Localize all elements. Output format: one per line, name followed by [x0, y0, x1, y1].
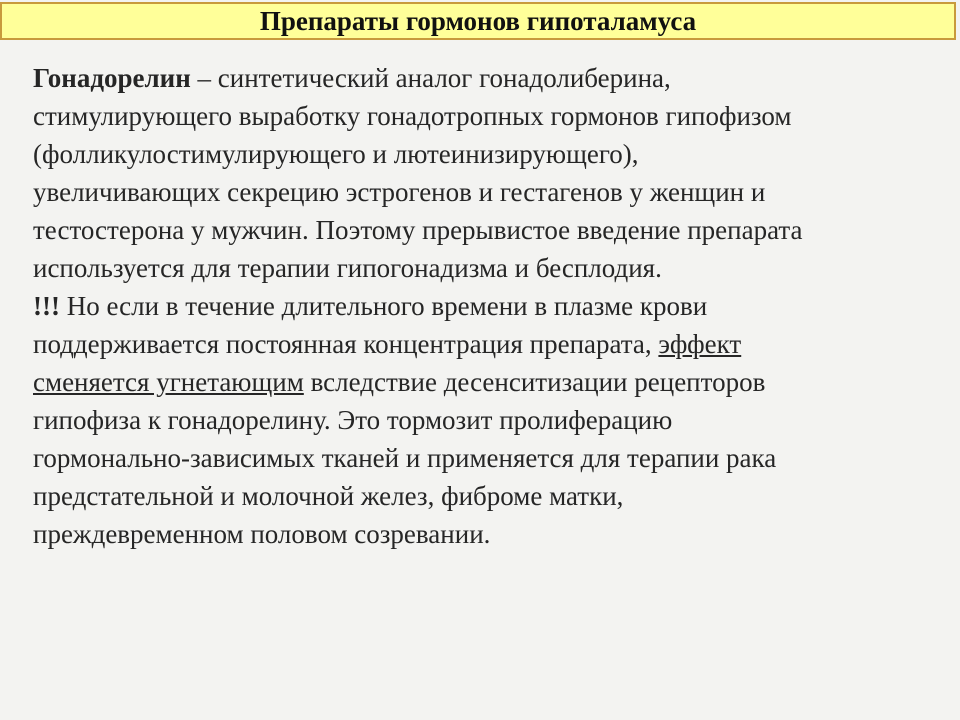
slide-title: Препараты гормонов гипоталамуса [259, 5, 697, 36]
body-line [33, 60, 671, 96]
body-text: – синтетический аналог гонадолиберина, [190, 63, 671, 93]
body-line: стимулирующего выработку гонадотропных гормонов гипофизом [33, 101, 792, 131]
body-line: тестостерона у мужчин. Поэтому прерывистое введение препарата [33, 215, 803, 245]
body-text: Но если в течение длительного времени в плазме крови [59, 291, 708, 321]
body-text: вследствие десенситизации рецепторов [303, 367, 766, 397]
body-line: гормонально-зависимых тканей и применяется для терапии рака [33, 443, 777, 473]
body-line: (фолликулостимулирующего и лютеинизирующего), [33, 139, 639, 169]
body-line: предстательной и молочной желез, фиброме матки, [33, 481, 624, 511]
body-line [33, 364, 765, 400]
body-line [33, 288, 707, 324]
underlined-effect-change: сменяется угнетающим [33, 367, 304, 397]
body-line: используется для терапии гипогонадизма и бесплодия. [33, 253, 662, 283]
body-line: преждевременном половом созревании. [33, 519, 491, 549]
body-text: поддерживается постоянная концентрация препарата, [33, 329, 659, 359]
body-line: гипофиза к гонадорелину. Это тормозит пролиферацию [33, 405, 673, 435]
slide-title-bar [0, 2, 956, 40]
term-gonadorelin: Гонадорелин [33, 63, 191, 93]
underlined-effect: эффект [658, 329, 742, 359]
body-line [33, 326, 741, 362]
body-line: увеличивающих секрецию эстрогенов и гестагенов у женщин и [33, 177, 766, 207]
attention-mark: !!! [33, 291, 60, 321]
